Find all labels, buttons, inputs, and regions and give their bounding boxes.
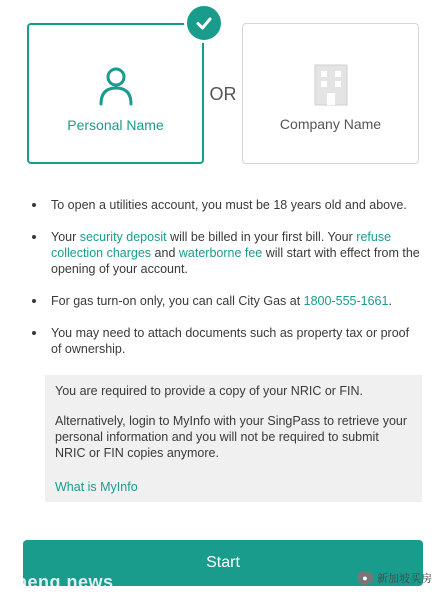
list-item [30, 197, 422, 213]
list-item [30, 293, 422, 309]
list-text: will be billed in your first bill. Your [166, 230, 357, 244]
list-text: . [388, 294, 392, 308]
list-text: will start with effect from the opening of your account. [51, 246, 420, 276]
what-is-myinfo-link[interactable]: What is MyInfo [55, 480, 138, 494]
myinfo-alternative-text: Alternatively, login to MyInfo with your SingPass to retrieve your personal information and you will not be required to submit NRIC or FIN copies anymore. [55, 414, 408, 460]
documents-note-text: You may need to attach documents such as property tax or proof of ownership. [51, 326, 410, 356]
city-gas-phone-link[interactable]: 1800-555-1661 [303, 294, 389, 308]
myinfo-notice-box [45, 375, 422, 502]
wechat-icon: ● [357, 571, 373, 585]
building-icon [313, 64, 349, 106]
company-name-option[interactable] [242, 23, 419, 164]
list-item [30, 229, 422, 277]
list-text: For gas turn-on only, you can call City Gas at [51, 294, 304, 308]
or-separator: OR [209, 84, 237, 104]
personal-name-option[interactable] [27, 23, 204, 164]
person-icon [98, 65, 134, 107]
list-text: Your [51, 230, 80, 244]
start-button[interactable]: Start [23, 540, 423, 586]
waterborne-fee-link[interactable]: waterborne fee [178, 246, 263, 260]
security-deposit-link[interactable]: security deposit [79, 230, 167, 244]
nric-requirement-text: You are required to provide a copy of your NRIC or FIN. [55, 384, 364, 398]
list-item [30, 325, 422, 357]
watermark-account-name: 新加坡买房 [377, 573, 432, 585]
list-text: and [151, 246, 179, 260]
watermark-text: icheng news [0, 572, 114, 592]
age-requirement-text: To open a utilities account, you must be 18 years old and above. [51, 198, 407, 212]
personal-name-label: Personal Name [67, 117, 164, 133]
refuse-collection-charges-link[interactable]: refuse collection charges [51, 230, 392, 260]
requirements-list [30, 197, 422, 373]
company-name-label: Company Name [279, 116, 382, 132]
selected-check-icon [184, 3, 224, 43]
watermark-badge [357, 570, 432, 586]
